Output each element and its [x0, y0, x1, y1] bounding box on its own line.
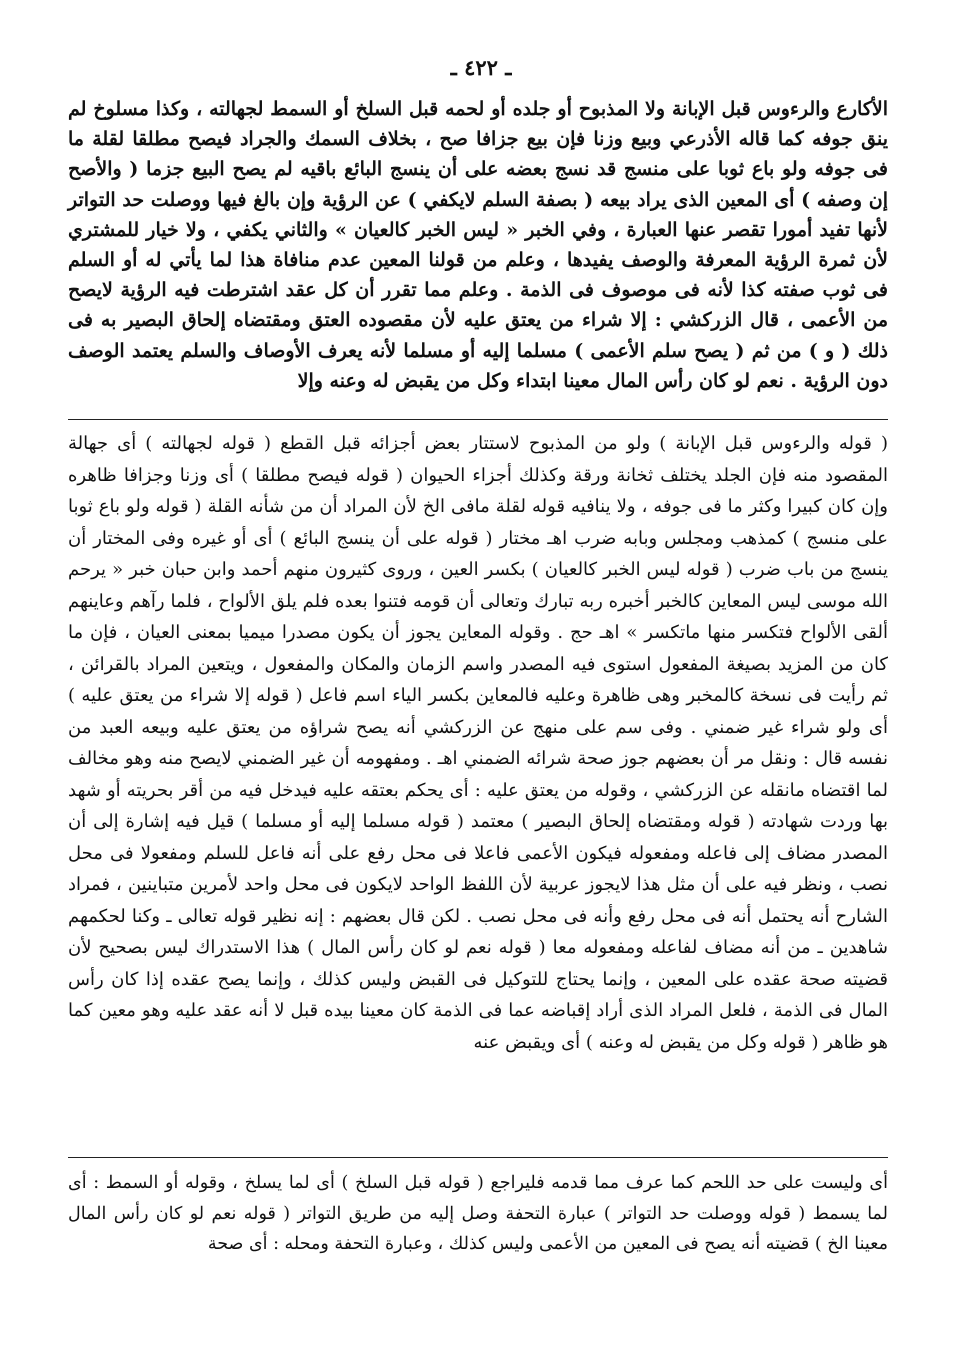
commentary-block — [68, 428, 888, 1058]
page-number: ـ ٤٢٢ ـ — [450, 55, 512, 80]
footnote-text: أى وليست على حد اللحم كما عرف مما قدمه فليراجع ( قوله قبل السلخ ) أى لما يسلخ ، وقوله أو السمط : أى لما يسمط ( قوله ووصلت حد التواتر ) عبارة التحفة وصل إليه من طريق التواتر ( قوله نعم لو كان رأس المال معينا الخ ) قضيته أنه يصح فى المعين من الأعمى وليس كذلك ، وعبارة التحفة ومحله : أى صحة — [68, 1173, 888, 1254]
commentary-text: ( قوله والرءوس قبل الإبانة ) ولو من المذبوح لاستتار بعض أجزائه قبل القطع ( قوله لجهالته ) أى جهالة المقصود منه فإن الجلد يختلف ثخانة ورقة وكذلك أجزاء الحيوان ( قوله فيصح مطلقا ) أى وزنا وجزافا ظاهره وإن كان كبيرا وكثر ما فى جوفه ، ولا ينافيه قوله لقلة مافى الخ لأن المراد أن من شأنه القلة ( قوله ولو باع ثوبا على منسج ) كمذهب ومجلس وبابه ضرب اهـ مختار ( قوله على أن ينسج البائع ) أى أو غيره وفى المختار أن ينسج من باب ضرب ( قوله ليس الخبر كالعيان ) بكسر العين ، وروى كثيرون منهم أحمد وابن حبان خبر « يرحم الله موسى ليس المعاين كالخبر أخبره ربه تبارك وتعالى أن قومه فتنوا بعده فلم يلق الألواح ، فلما رآهم وعاينهم ألقى الألواح فتكسر منها ماتكسر » اهـ حج . وقوله المعاين يجوز أن يكون مصدرا ميميا بمعنى العيان ، فإن ما كان من المزيد بصيغة المفعول استوى فيه المصدر واسم الزمان والمكان والمفعول ، ويتعين المراد بالقرائن ، ثم رأيت فى نسخة كالمخبر وهى ظاهرة وعليه فالمعاين بكسر الياء اسم فاعل ( قوله إلا شراء من يعتق عليه ) أى ولو شراء غير ضمني . وفى سم على منهج عن الزركشي أنه يصح شراؤه من يعتق عليه وبيعه العبد من نفسه قال : ونقل مر أن بعضهم جوز صحة شرائه الضمني اهـ . ومفهومه أن غير الضمني لايصح منه وهو مخالف لما اقتضاه مانقله عن الزركشي ، وقوله من يعتق عليه : أى يحكم بعتقه عليه فيدخل فيه من أقر بحريته أو شهد بها وردت شهادته ( قوله ومقتضاه إلحاق البصير ) معتمد ( قوله مسلما إليه أو مسلما ) قيل فيه إشارة إلى أن المصدر مضاف إلى فاعله ومفعوله فيكون الأعمى فاعلا فى محل رفع على أنه فاعل للسلم ومفعولا فى محل نصب ، ونظر فيه على أن مثل هذا لايجوز عربية لأن اللفظ الواحد لايكون فى محل واحد لأمرين متباينين ، فمراد الشارح أنه يحتمل أنه فى محل رفع وأنه فى محل نصب . لكن قال بعضهم : إنه نظير قوله تعالى ـ وكنا لحكمهم شاهدين ـ من أنه مضاف لفاعله ومفعوله معا ( قوله نعم لو كان رأس المال ) هذا الاستدراك ليس بصحيح لأن قضيته صحة عقده على المعين ، وإنما يحتاج للتوكيل فى القبض وليس كذلك ، وإنما يصح عقده إذا كان رأس المال فى الذمة ، فلعل المراد الذى أراد إقباضه عما فى الذمة كان معينا بيده قبل لا أنه عقد عليه وهو معين كما هو ظاهر ( قوله وكل من يقبض له وعنه ) أى ويقبض عنه — [68, 433, 888, 1053]
footnote-divider — [68, 1157, 888, 1158]
main-text: الأكارع والرءوس قبل الإبانة ولا المذبوح أو جلده أو لحمه قبل السلخ أو السمط لجهالته ، وكذا مسلوخ لم ينق جوفه كما قاله الأذرعي وبيع وزنا فإن بيع جزافا صح ، بخلاف السمك والجراد فيصح مطلقا لقلة ما فى جوفه ولو باع ثوبا على منسج قد نسج بعضه على أن ينسج البائع باقيه لم يصح البيع جزما ( والأصح إن وصفه ) أى المعين الذى يراد بيعه ( بصفة السلم لايكفي ) عن الرؤية وإن بالغ فيها ووصلت حد التواتر لأنها تفيد أمورا تقصر عنها العبارة ، وفي الخبر « ليس الخبر كالعيان » والثاني يكفي ، ولا خيار للمشتري لأن ثمرة الرؤية المعرفة والوصف يفيدها ، وعلم من قولنا المعين عدم منافاة هذا لما يأتي له أو السلم فى ثوب صفته كذا لأنه فى موصوف فى الذمة . وعلم مما تقرر أن كل عقد اشترطت فيه الرؤية لايصح من الأعمى ، قال الزركشي : إلا شراء من يعتق عليه لأن مقصوده العتق ومقتضاه إلحاق البصير به فى ذلك ( و ) من ثم ( يصح سلم الأعمى ) مسلما إليه أو مسلما لأنه يعرف الأوصاف والسلم يعتمد الوصف دون الرؤية . نعم لو كان رأس المال معينا ابتداء وكل من يقبض له وعنه وإلا — [68, 98, 888, 392]
footnote-block — [68, 1168, 888, 1260]
section-divider — [68, 419, 888, 420]
main-text-block — [68, 94, 888, 396]
